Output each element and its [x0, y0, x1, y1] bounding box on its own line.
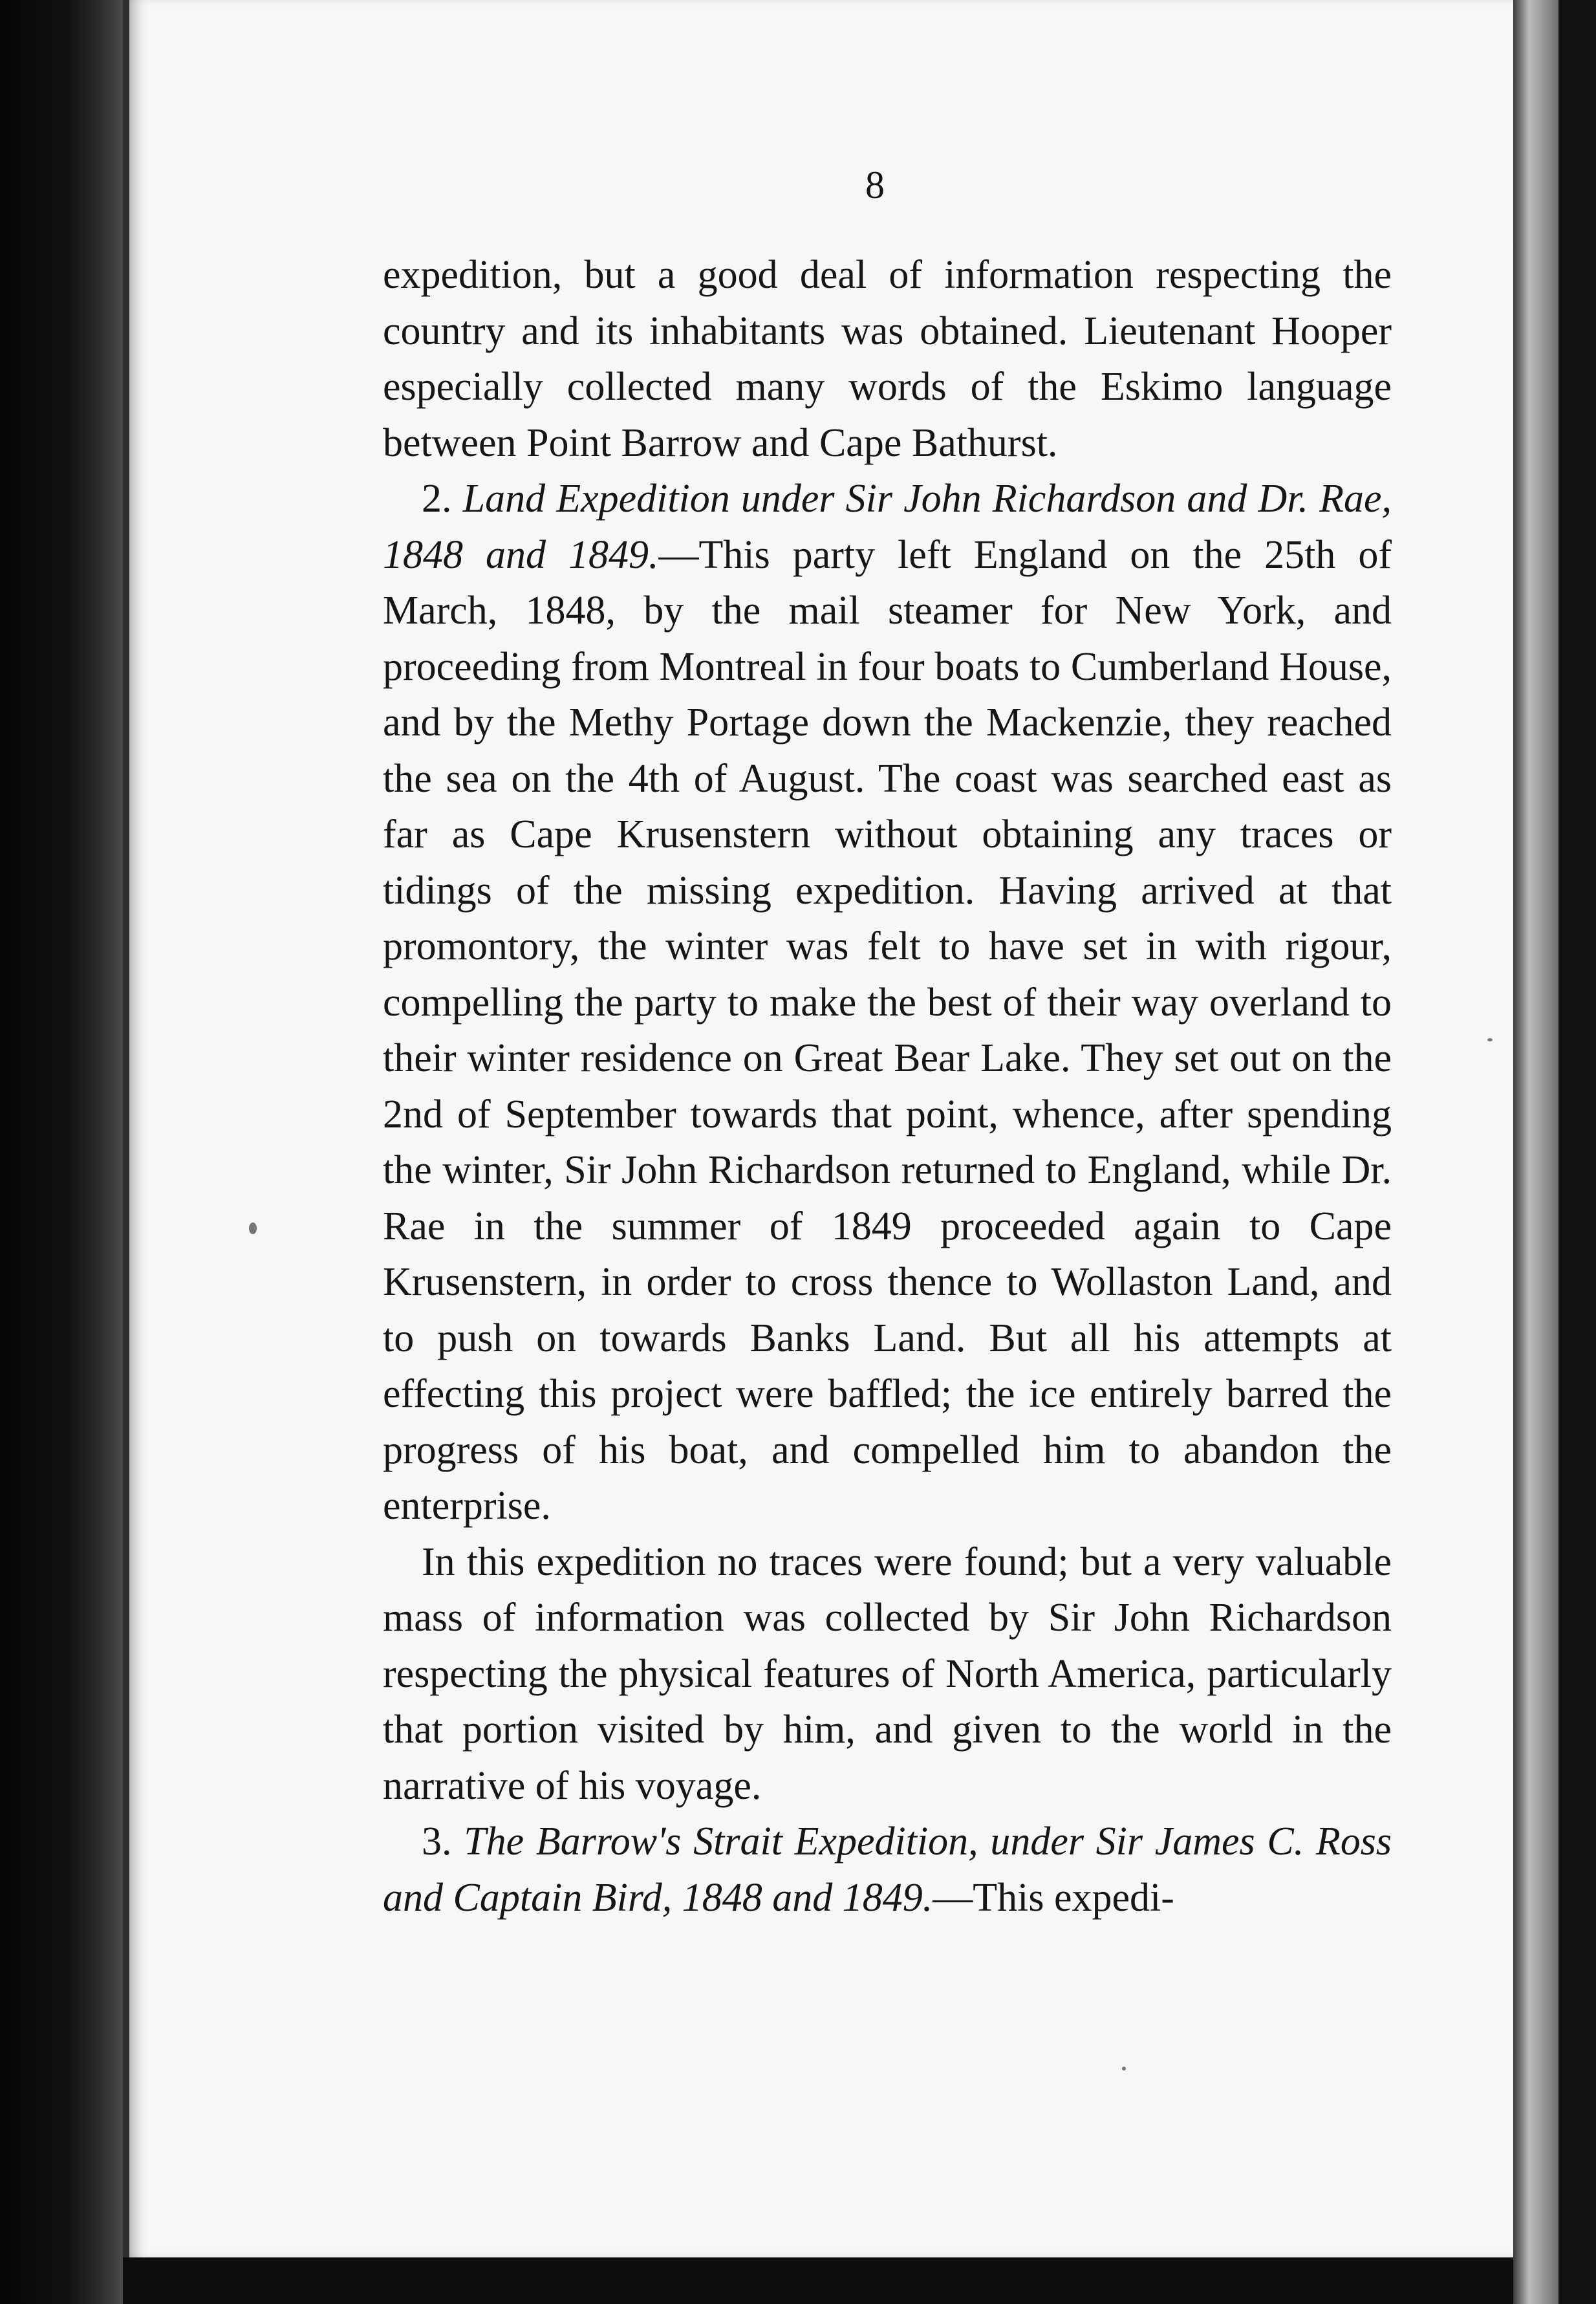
section-heading: Land Expedition under Sir John Richardson and Dr. Rae, 1848 and 1849. — [383, 477, 1392, 577]
paragraph-continuation — [383, 247, 1392, 471]
scan-right-margin — [1558, 0, 1596, 2304]
page-edge-shadow — [1513, 0, 1558, 2304]
section-heading: The Barrow's Strait Expedition, under Sir James C. Ross and Captain Bird, 1848 and 1849. — [383, 1820, 1392, 1920]
body-text — [383, 247, 1392, 1926]
paragraph-text: —This expedi- — [933, 1875, 1174, 1920]
paragraph-barrows-strait — [383, 1814, 1392, 1926]
scan-left-margin — [0, 0, 123, 2304]
ink-speck — [249, 1223, 257, 1234]
paragraph-findings — [383, 1534, 1392, 1814]
scan-bottom-margin — [123, 2257, 1513, 2304]
paragraph-land-expedition — [383, 471, 1392, 1534]
paragraph-text: expedition, but a good deal of information respecting the country and its inhabitants was obtained. Lieutenant Hooper especially collected many words of the Eskimo language between Point Barrow and Cape Bathurst. — [383, 253, 1392, 465]
paragraph-text: In this expedition no traces were found; but a very valuable mass of information was collected by Sir John Richardson respecting the physical features of North America, particularly that portion visited by him, and given to the world in the narrative of his voyage. — [383, 1539, 1392, 1808]
paragraph-text: —This party left England on the 25th of March, 1848, by the mail steamer for New York, and proceeding from Montreal in four boats to Cumberland House, and by the Methy Portage down the Mackenzie, they reached the sea on the 4th of August. The coast was searched east as far as Cape Krusenstern without obtaining any traces or tidings of the missing expedition. Having arrived at that promontory, the winter was felt to have set in with rigour, compelling the party to make the best of their way overland to their winter residence on Great Bear Lake. They set out on the 2nd of September towards that point, whence, after spending the winter, Sir John Richardson returned to England, while Dr. Rae in the summer of 1849 proceeded again to Cape Krusenstern, in order to cross thence to Wollaston Land, and to push on towards Banks Land. But all his attempts at effecting this project were baffled; the ice entirely barred the progress of his boat, and compelled him to abandon the enterprise. — [383, 532, 1392, 1528]
section-number: 3. — [422, 1820, 452, 1864]
ink-speck — [1122, 2067, 1126, 2070]
ink-speck — [1487, 1038, 1493, 1041]
page-number: 8 — [865, 164, 885, 206]
section-number: 2. — [422, 477, 452, 521]
